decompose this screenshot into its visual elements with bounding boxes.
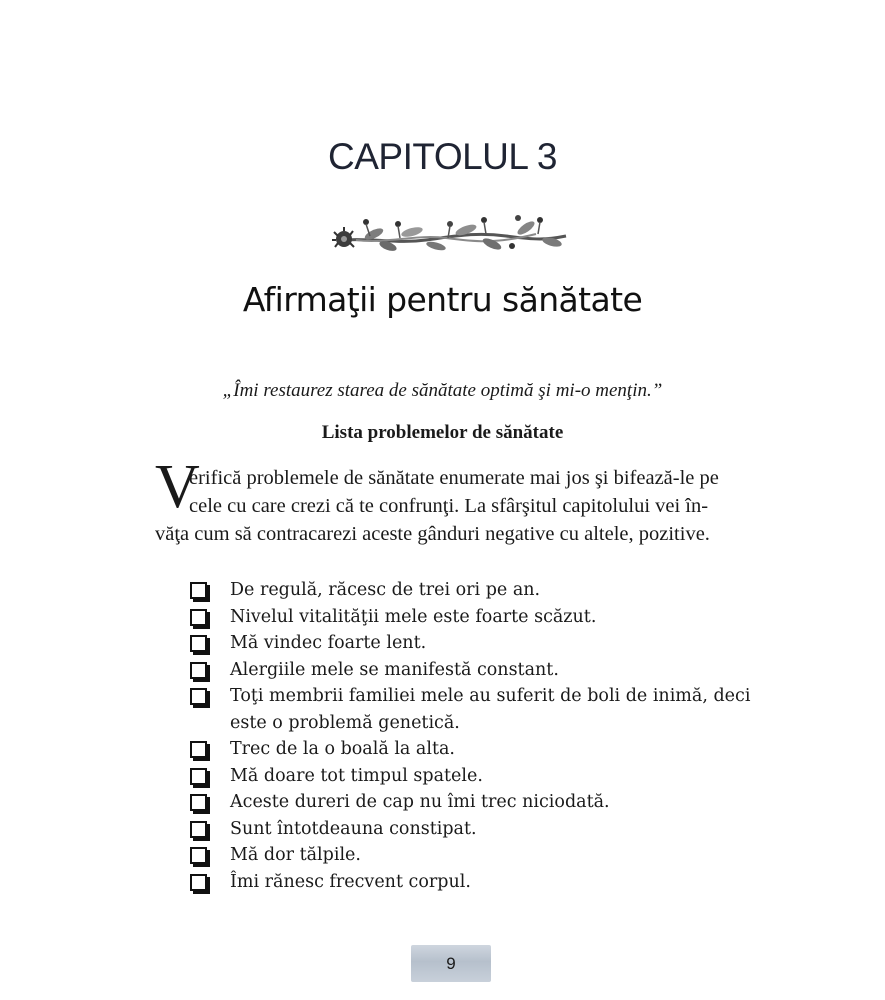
checklist-item[interactable] — [190, 789, 760, 816]
intro-line-2: cele cu care crezi că te confrunţi. La sfârşitul capitolului vei în- — [189, 495, 709, 517]
checklist-item[interactable] — [190, 630, 760, 657]
checkbox[interactable] — [190, 635, 207, 652]
health-problems-checklist — [190, 577, 760, 895]
checklist-item[interactable] — [190, 869, 760, 896]
checklist-item[interactable] — [190, 604, 760, 631]
intro-line-1: erifică problemele de sănătate enumerate mai jos şi bifează-le pe — [189, 467, 719, 489]
checkbox[interactable] — [190, 582, 207, 599]
page-number-badge — [411, 945, 491, 982]
checklist-item-label: Nivelul vitalităţii mele este foarte scăzut. — [230, 606, 597, 627]
checklist-item-label: Îmi rănesc frecvent corpul. — [230, 871, 471, 892]
drop-cap: V — [155, 453, 200, 521]
intro-line-3: văţa cum să contracarezi aceste gânduri negative cu altele, pozitive. — [155, 523, 710, 545]
checkbox[interactable] — [190, 688, 207, 705]
checkbox[interactable] — [190, 847, 207, 864]
checklist-item-label: Sunt întotdeauna constipat. — [230, 818, 477, 839]
checklist-item[interactable] — [190, 736, 760, 763]
checklist-item-label: Trec de la o boală la alta. — [230, 739, 455, 759]
checklist-item-label: Alergiile mele se manifestă constant. — [230, 659, 559, 680]
checkbox[interactable] — [190, 821, 207, 838]
checkbox[interactable] — [190, 741, 207, 758]
checklist-item-label: Toţi membrii familiei mele au suferit de boli de inimă, deci este o problemă genetică. — [230, 686, 751, 733]
checklist-item[interactable] — [190, 816, 760, 843]
checklist-item[interactable] — [190, 577, 760, 604]
page-number: 9 — [446, 954, 456, 973]
list-heading: Lista problemelor de sănătate — [321, 422, 564, 443]
affirmation-quote: „Îmi restaurez starea de sănătate optimă şi mi-o menţin.” — [222, 380, 663, 401]
checklist-item-label: Aceste dureri de cap nu îmi trec niciodată. — [230, 792, 610, 812]
checklist-item-label: Mă doare tot timpul spatele. — [230, 765, 483, 786]
checkbox[interactable] — [190, 874, 207, 891]
checklist-item[interactable] — [190, 683, 760, 736]
floral-vine-icon — [326, 210, 570, 254]
checkbox[interactable] — [190, 662, 207, 679]
chapter-title: CAPITOLUL 3 — [328, 136, 557, 177]
checkbox[interactable] — [190, 609, 207, 626]
checklist-item-label: Mă dor tălpile. — [230, 845, 361, 865]
intro-paragraph — [155, 464, 750, 548]
checklist-item-label: De regulă, răcesc de trei ori pe an. — [230, 580, 541, 600]
checklist-item[interactable] — [190, 763, 760, 790]
checklist-item[interactable] — [190, 842, 760, 869]
checkbox[interactable] — [190, 768, 207, 785]
checklist-item-label: Mă vindec foarte lent. — [230, 633, 427, 653]
checkbox[interactable] — [190, 794, 207, 811]
section-title: Afirmaţii pentru sănătate — [242, 280, 643, 319]
checklist-item[interactable] — [190, 657, 760, 684]
